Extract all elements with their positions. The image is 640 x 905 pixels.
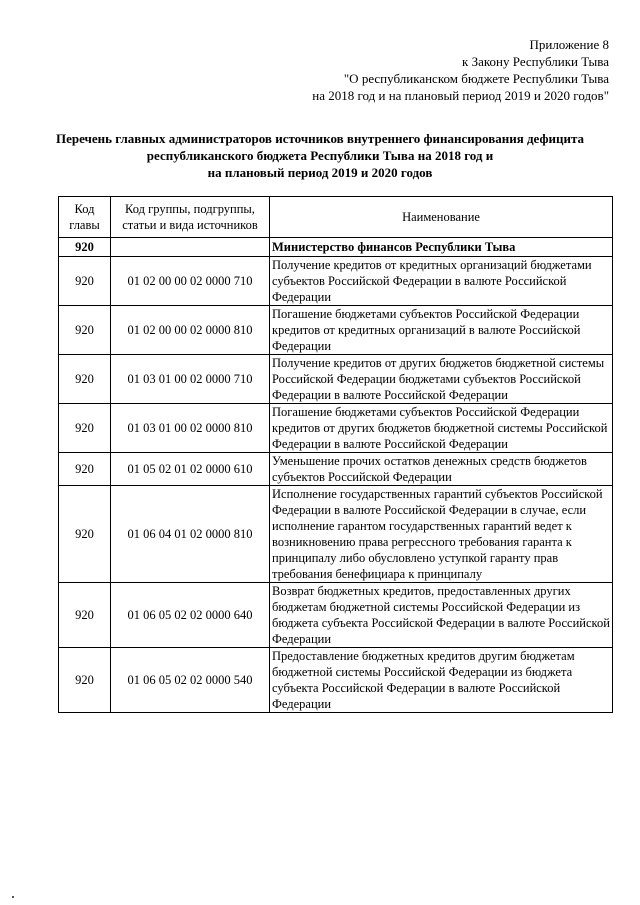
kbk-cell: 01 03 01 00 02 0000 810 bbox=[111, 404, 270, 453]
code-cell: 920 bbox=[59, 306, 111, 355]
code-cell: 920 bbox=[59, 583, 111, 648]
name-cell: Получение кредитов от других бюджетов бюджетной системы Российской Федерации бюджетами субъектов Российской Федерации в валюте Российской Федерации bbox=[270, 355, 613, 404]
name-cell: Предоставление бюджетных кредитов другим бюджетам бюджетной системы Российской Федерации из бюджета субъекта Российской Федерации в валюте Российской Федерации bbox=[270, 648, 613, 713]
ministry-name: Министерство финансов Республики Тыва bbox=[270, 238, 613, 257]
ministry-code: 920 bbox=[59, 238, 111, 257]
administrators-table bbox=[58, 196, 613, 713]
appendix-line: "О республиканском бюджете Республики Тыва bbox=[343, 71, 609, 86]
kbk-cell: 01 06 05 02 02 0000 640 bbox=[111, 583, 270, 648]
kbk-cell: 01 02 00 00 02 0000 710 bbox=[111, 257, 270, 306]
title-line: Перечень главных администраторов источников внутреннего финансирования дефицита bbox=[55, 131, 584, 146]
table-row bbox=[59, 306, 613, 355]
appendix-header bbox=[209, 36, 609, 104]
table-row bbox=[59, 355, 613, 404]
document-title bbox=[40, 130, 600, 181]
scan-dot bbox=[12, 896, 14, 898]
appendix-line: Приложение 8 bbox=[529, 37, 609, 52]
table-header-row bbox=[59, 197, 613, 238]
name-cell: Возврат бюджетных кредитов, предоставленных других бюджетам бюджетной системы Российской Федерации из бюджета субъекта Российской Федерации в валюте Российской Федерации bbox=[270, 583, 613, 648]
name-cell: Получение кредитов от кредитных организаций бюджетами субъектов Российской Федерации в валюте Российской Федерации bbox=[270, 257, 613, 306]
name-cell: Уменьшение прочих остатков денежных средств бюджетов субъектов Российской Федерации bbox=[270, 453, 613, 486]
code-cell: 920 bbox=[59, 486, 111, 583]
title-line: на плановый период 2019 и 2020 годов bbox=[207, 165, 433, 180]
kbk-cell: 01 05 02 01 02 0000 610 bbox=[111, 453, 270, 486]
code-cell: 920 bbox=[59, 648, 111, 713]
code-cell: 920 bbox=[59, 355, 111, 404]
table-row bbox=[59, 583, 613, 648]
appendix-line: к Закону Республики Тыва bbox=[462, 54, 609, 69]
header-name: Наименование bbox=[270, 197, 613, 238]
name-cell: Погашение бюджетами субъектов Российской Федерации кредитов от кредитных организаций в валюте Российской Федерации bbox=[270, 306, 613, 355]
name-cell: Исполнение государственных гарантий субъектов Российской Федерации в валюте Российской Федерации в случае, если исполнение гарантом государственных гарантий ведет к возникновению права регрессного требования гаранта к принципалу либо обусловлено уступкой гаранту прав требования бенефициара к принципалу bbox=[270, 486, 613, 583]
title-line: республиканского бюджета Республики Тыва на 2018 год и bbox=[146, 148, 494, 163]
ministry-empty-cell bbox=[111, 238, 270, 257]
table-row bbox=[59, 257, 613, 306]
ministry-row bbox=[59, 238, 613, 257]
header-group: Код группы, подгруппы, статьи и вида источников bbox=[111, 197, 270, 238]
code-cell: 920 bbox=[59, 404, 111, 453]
kbk-cell: 01 03 01 00 02 0000 710 bbox=[111, 355, 270, 404]
name-cell: Погашение бюджетами субъектов Российской Федерации кредитов от других бюджетов бюджетной системы Российской Федерации в валюте Российской Федерации bbox=[270, 404, 613, 453]
table-row bbox=[59, 453, 613, 486]
header-code: Код главы bbox=[59, 197, 111, 238]
table-row bbox=[59, 486, 613, 583]
code-cell: 920 bbox=[59, 257, 111, 306]
appendix-line: на 2018 год и на плановый период 2019 и 2020 годов" bbox=[312, 88, 609, 103]
table-row bbox=[59, 648, 613, 713]
kbk-cell: 01 06 05 02 02 0000 540 bbox=[111, 648, 270, 713]
code-cell: 920 bbox=[59, 453, 111, 486]
table-row bbox=[59, 404, 613, 453]
kbk-cell: 01 02 00 00 02 0000 810 bbox=[111, 306, 270, 355]
kbk-cell: 01 06 04 01 02 0000 810 bbox=[111, 486, 270, 583]
